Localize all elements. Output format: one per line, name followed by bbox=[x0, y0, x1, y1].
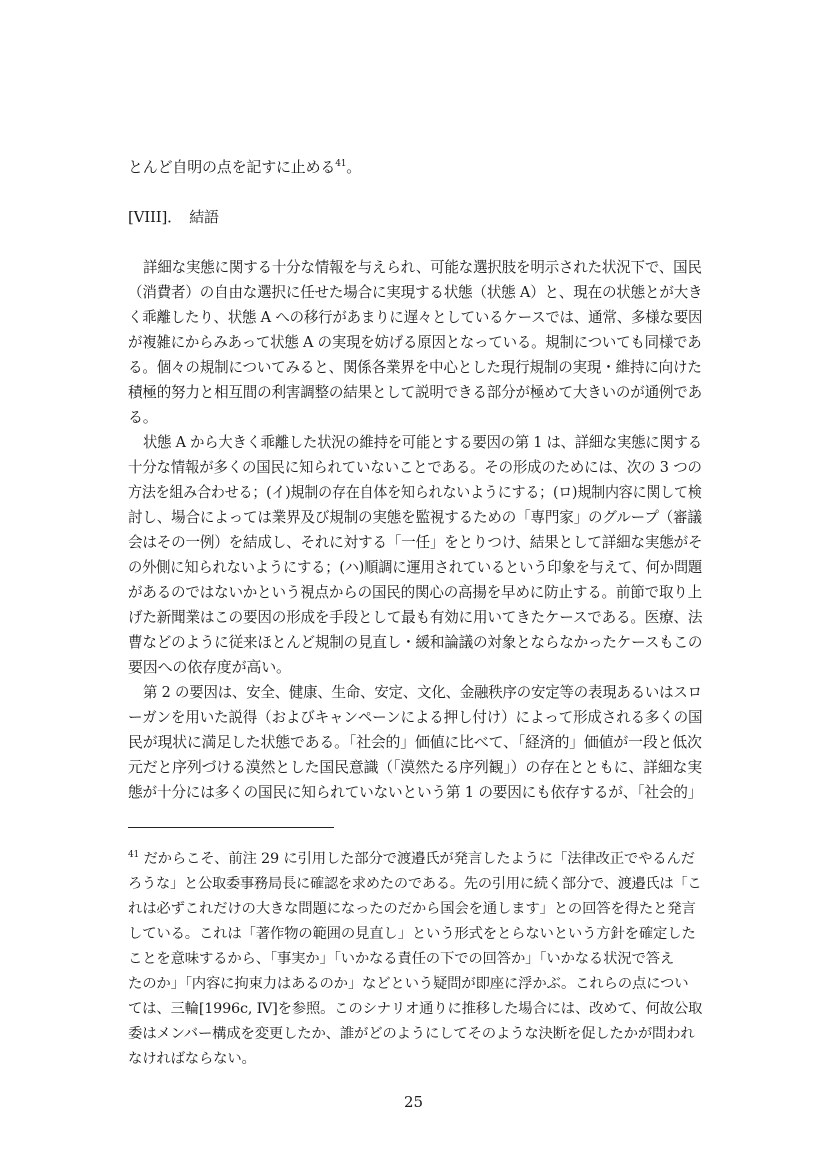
paragraph-2-line: 方法を組み合わせる；(イ)規制の存在自体を知られないようにする；(ロ)規制内容に関して検 bbox=[128, 483, 702, 501]
footnote-reference: 41 bbox=[335, 159, 347, 169]
footnote-line: ては、三輪[1996c, IV]を参照。このシナリオ通りに推移した場合には、改めて、何故公取 bbox=[128, 1001, 703, 1017]
paragraph-2-line: 状態 A から大きく乖離した状況の維持を可能とする要因の第 1 は、詳細な実態に関する bbox=[143, 433, 702, 451]
paragraph-2-line: げた新聞業はこの要因の形成を手段として最も有効に用いてきたケースである。医療、法 bbox=[128, 608, 703, 626]
footnote-line: ろうな」と公取委事務局長に確認を求めたのである。先の引用に続く部分で、渡邉氏は「こ bbox=[128, 876, 702, 892]
footnote-divider bbox=[128, 827, 334, 828]
section-heading: [VIII]． 結語 bbox=[128, 208, 219, 226]
paragraph-2-line: 曹などのように従来ほとんど規制の見直し・緩和論議の対象とならなかったケースもこの bbox=[128, 633, 703, 651]
paragraph-1-line: る。 bbox=[128, 408, 158, 426]
paragraph-1-line: 積極的努力と相互間の利害調整の結果として説明できる部分が極めて大きいのが通例であ bbox=[128, 383, 703, 401]
paragraph-3-line: 態が十分には多くの国民に知られていないという第 1 の要因にも依存するが、「社会的」 bbox=[128, 783, 703, 801]
footnote-line: $^{41}$ だからこそ、前注 29 に引用した部分で渡邉氏が発言したように「法律改正でやるんだ bbox=[128, 850, 695, 867]
footnote-line: ことを意味するから、「事実か」「いかなる責任の下での回答か」「いかなる状況で答え bbox=[128, 951, 675, 967]
paragraph-1-line: が複雑にからみあって状態 A の実現を妨げる原因となっている。規制についても同様であ bbox=[128, 333, 702, 351]
paragraph-3-line: ーガンを用いた説得（およびキャンペーンによる押し付け）によって形成される多くの国 bbox=[128, 708, 703, 726]
footnote-line: 委はメンバー構成を変更したか、誰がどのようにしてそのような決断を促したかが問われ bbox=[128, 1026, 695, 1042]
paragraph-3-line: 第 2 の要因は、安全、健康、生命、安定、文化、金融秩序の安定等の表現あるいはスロ bbox=[143, 683, 702, 701]
paragraph-1-line: く乖離したり、状態 A への移行があまりに遅々としているケースでは、通常、多様な要因 bbox=[128, 308, 703, 326]
paragraph-3-line: 民が現状に満足した状態である。「社会的」価値に比べて、「経済的」価値が一段と低次 bbox=[128, 733, 702, 751]
page-number: 25 bbox=[403, 1093, 424, 1111]
opening-line: とんど自明の点を記すに止める$^{41}$。 bbox=[128, 158, 362, 176]
footnote-line: たのか」「内容に拘束力はあるのか」などという疑問が即座に浮かぶ。これらの点につい bbox=[128, 976, 689, 992]
paragraph-2-line: 十分な情報が多くの国民に知られていないことである。その形成のためには、次の 3 つの bbox=[128, 458, 702, 476]
footnote-number: 41 bbox=[128, 850, 140, 861]
paragraph-1-line: る。個々の規制についてみると、関係各業界を中心とした現行規制の実現・維持に向けた bbox=[128, 358, 702, 376]
footnote-line: なければならない。 bbox=[128, 1051, 256, 1067]
paragraph-2-line: 要因への依存度が高い。 bbox=[128, 658, 291, 676]
paragraph-1-line: 詳細な実態に関する十分な情報を与えられ、可能な選択肢を明示された状況下で、国民 bbox=[143, 258, 702, 276]
paragraph-2-line: があるのではないかという視点からの国民的関心の高揚を早めに防止する。前節で取り上 bbox=[128, 583, 703, 601]
paragraph-2-line: 会はその一例）を結成し、それに対する「一任」をとりつけ、結果として詳細な実態がそ bbox=[128, 533, 703, 551]
footnote-line: している。これは「著作物の範囲の見直し」という形式をとらないという方針を確定した bbox=[128, 926, 696, 942]
footnote-line: れは必ずこれだけの大きな問題になったのだから国会を通します」との回答を得たと発言 bbox=[128, 901, 696, 917]
paragraph-2-line: 討し、場合によっては業界及び規制の実態を監視するための「専門家」のグループ（審議 bbox=[128, 508, 702, 526]
paragraph-2-line: の外側に知られないようにする；(ハ)順調に運用されているという印象を与えて、何か問題 bbox=[128, 558, 703, 576]
paragraph-3-line: 元だと序列づける漠然とした国民意識（「漠然たる序列観」）の存在とともに、詳細な実 bbox=[128, 758, 703, 776]
paragraph-1-line: （消費者）の自由な選択に任せた場合に実現する状態（状態 A）と、現在の状態とが大き bbox=[128, 283, 703, 301]
